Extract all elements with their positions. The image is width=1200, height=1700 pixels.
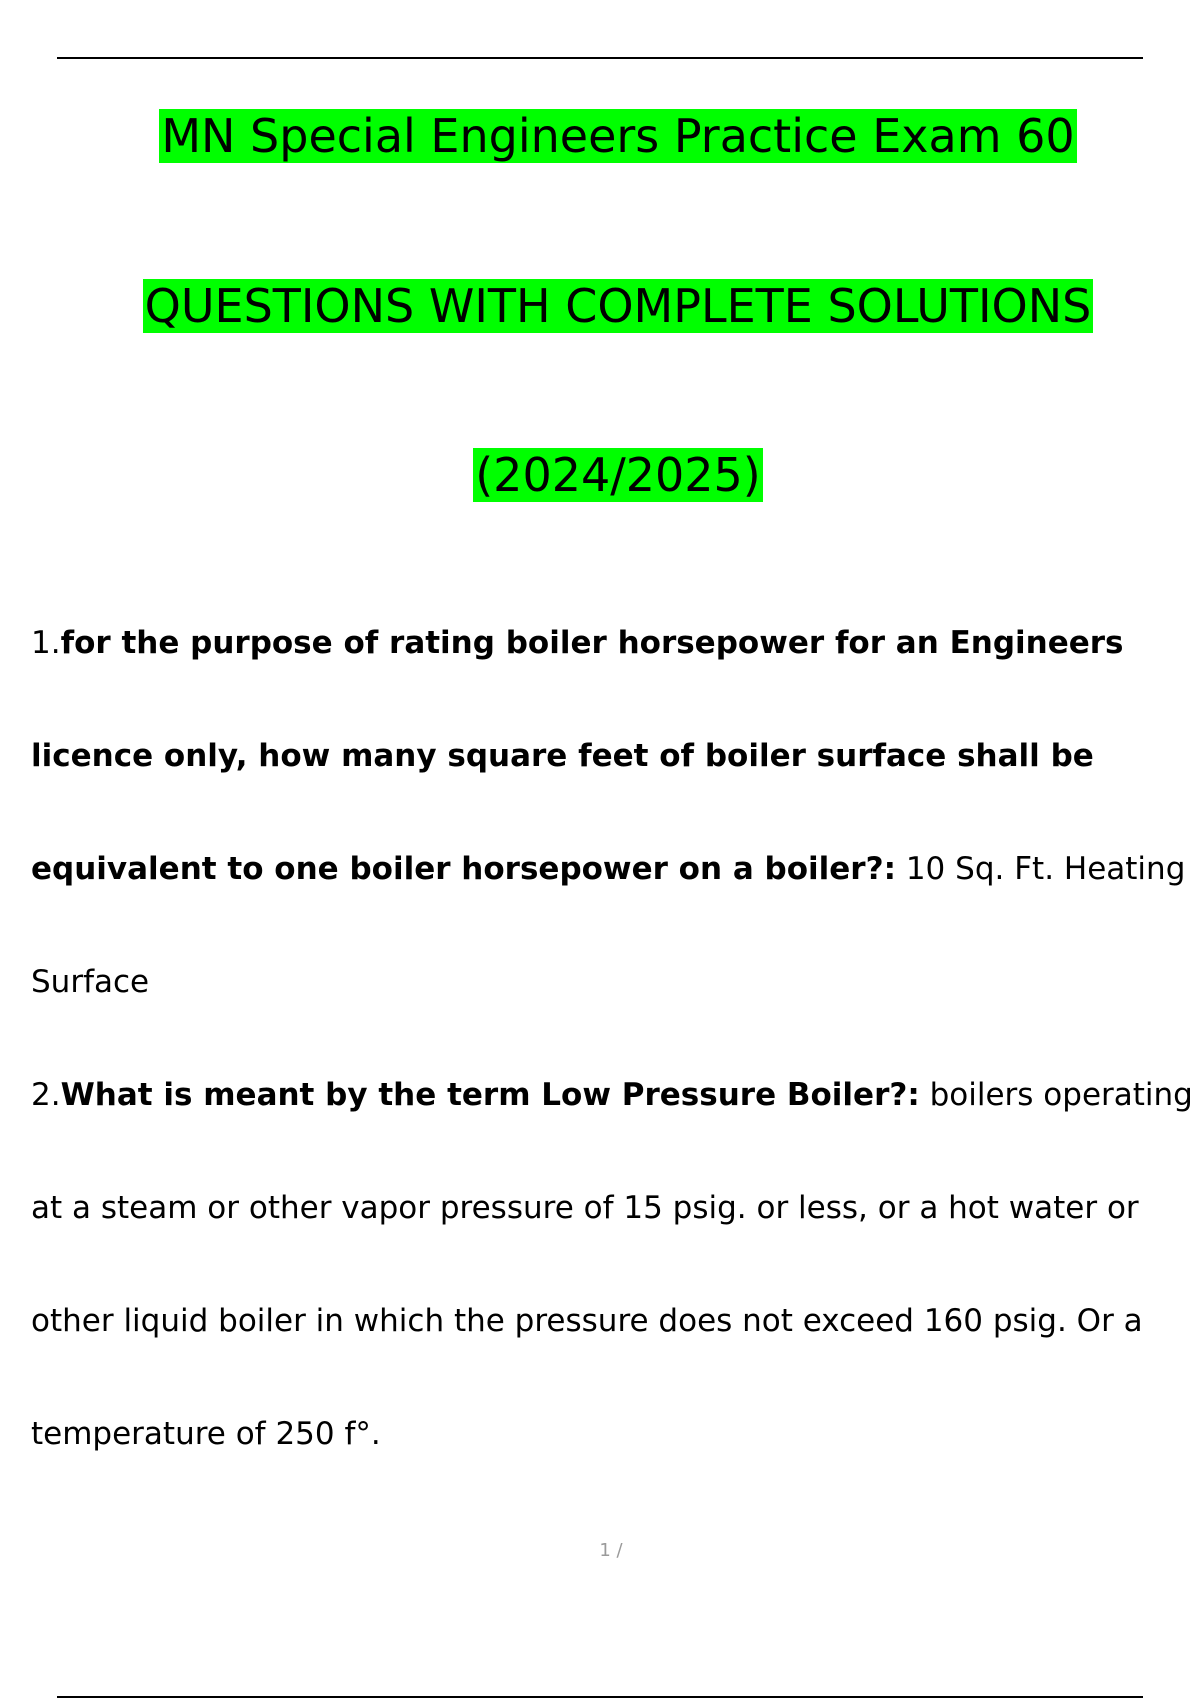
title-line-3-text: (2024/2025) <box>475 448 761 502</box>
question-1-answer: 10 Sq. Ft. Heating Surface <box>31 851 1186 1000</box>
top-rule <box>57 57 1143 59</box>
question-1 <box>31 587 1200 1039</box>
question-1-number: 1. <box>31 625 61 661</box>
title-line-2 <box>0 278 1200 334</box>
question-2 <box>31 1039 1200 1491</box>
title-line-3 <box>0 447 1200 503</box>
title-line-1 <box>0 108 1200 164</box>
question-2-answer: boilers operating at a steam or other vapor pressure of 15 psig. or less, or a hot water or other liquid boiler in which the pressure does not exceed 160 psig. Or a temperature of 250 f°. <box>31 1077 1193 1452</box>
question-2-number: 2. <box>31 1077 61 1113</box>
title-line-1-text: MN Special Engineers Practice Exam 60 <box>161 109 1075 163</box>
title-line-2-text: QUESTIONS WITH COMPLETE SOLUTIONS <box>144 279 1092 333</box>
question-2-text: What is meant by the term Low Pressure Boiler?: <box>60 1077 920 1113</box>
page-number: 1 / <box>599 1540 623 1561</box>
bottom-rule <box>57 1696 1143 1698</box>
question-1-text: for the purpose of rating boiler horsepower for an Engineers licence only, how many square feet of boiler surface shall be equivalent to one boiler horsepower on a boiler?: <box>31 625 1124 887</box>
